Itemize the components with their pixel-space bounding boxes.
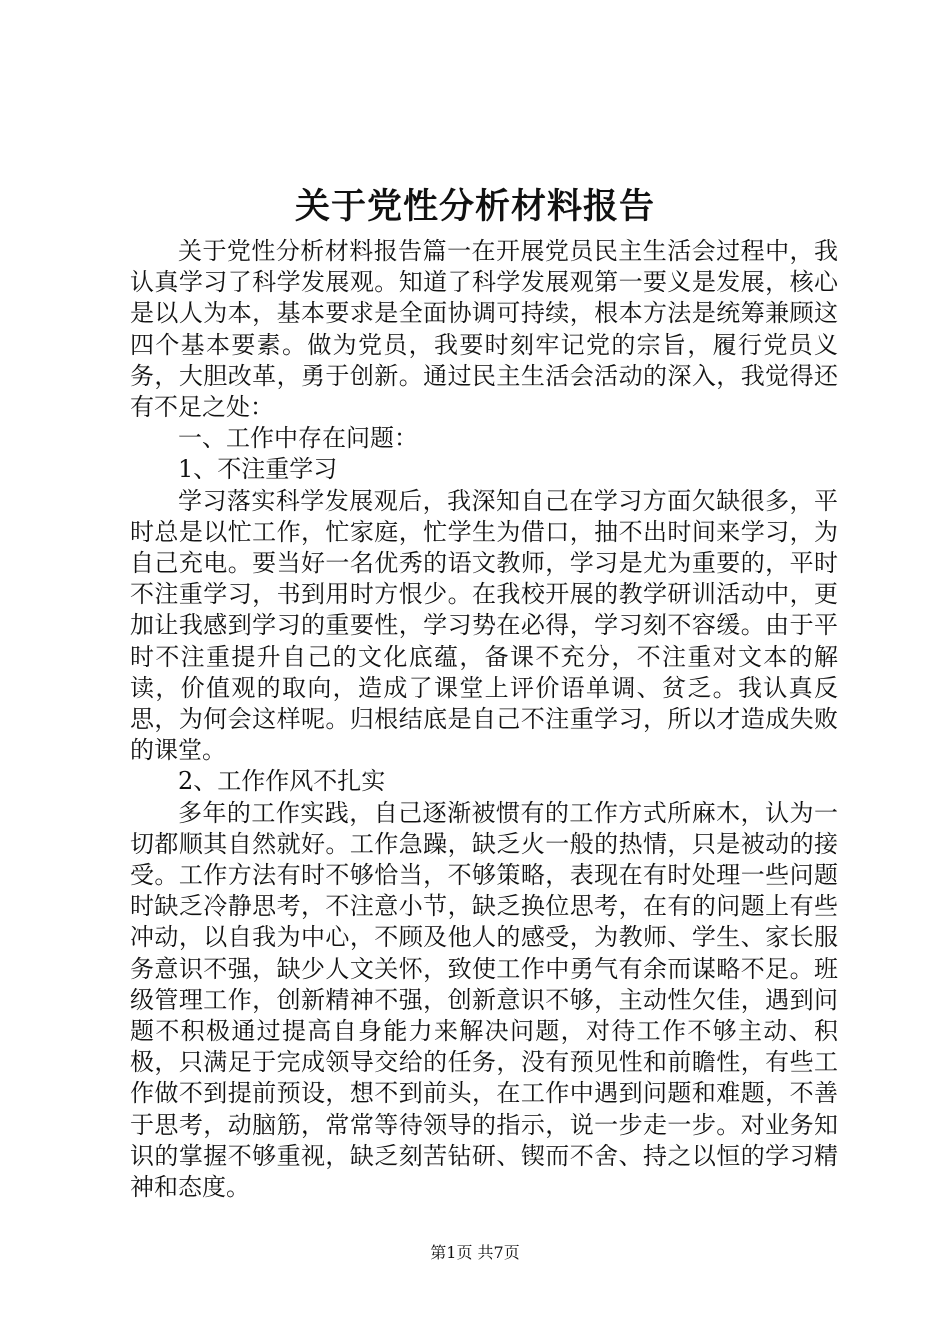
document-body (130, 236, 838, 1203)
page-footer: 第1页 共7页 (430, 1243, 520, 1262)
paragraph-intro: 关于党性分析材料报告篇一在开展党员民主生活会过程中，我认真学习了科学发展观。知道了科学发展观第一要义是发展，核心是以人为本，基本要求是全面协调可持续，根本方法是统筹兼顾这四个基本要素。做为党员，我要时刻牢记党的宗旨，履行党员义务，大胆改革，勇于创新。通过民主生活会活动的深入，我觉得还有不足之处： (130, 237, 838, 422)
subheading-study: 1、不注重学习 (178, 455, 338, 484)
paragraph-work-style: 多年的工作实践，自己逐渐被惯有的工作方式所麻木，认为一切都顺其自然就好。工作急躁，缺乏火一般的热情，只是被动的接受。工作方法有时不够恰当，不够策略，表现在有时处理一些问题时缺乏冷静思考，不注意小节，缺乏换位思考，在有的问题上有些冲动，以自我为中心，不顾及他人的感受，为教师、学生、家长服务意识不强，缺少人文关怀，致使工作中勇气有余而谋略不足。班级管理工作，创新精神不强，创新意识不够，主动性欠佳，遇到问题不积极通过提高自身能力来解决问题，对待工作不够主动、积极，只满足于完成领导交给的任务，没有预见性和前瞻性，有些工作做不到提前预设，想不到前头，在工作中遇到问题和难题，不善于思考，动脑筋，常常等待领导的指示，说一步走一步。对业务知识的掌握不够重视，缺乏刻苦钻研、锲而不舍、持之以恒的学习精神和态度。 (130, 798, 838, 1202)
section-heading-problems: 一、工作中存在问题： (178, 424, 418, 453)
subheading-work-style: 2、工作作风不扎实 (178, 767, 386, 796)
document-title: 关于党性分析材料报告 (294, 186, 655, 227)
paragraph-study: 学习落实科学发展观后，我深知自己在学习方面欠缺很多，平时总是以忙工作，忙家庭，忙学生为借口，抽不出时间来学习，为自己充电。要当好一名优秀的语文教师，学习是尤为重要的，平时不注重学习，书到用时方恨少。在我校开展的教学研训活动中，更加让我感到学习的重要性，学习势在必得，学习刻不容缓。由于平时不注重提升自己的文化底蕴，备课不充分，不注重对文本的解读，价值观的取向，造成了课堂上评价语单调、贫乏。我认真反思，为何会这样呢。归根结底是自己不注重学习，所以才造成失败的课堂。 (130, 486, 838, 765)
